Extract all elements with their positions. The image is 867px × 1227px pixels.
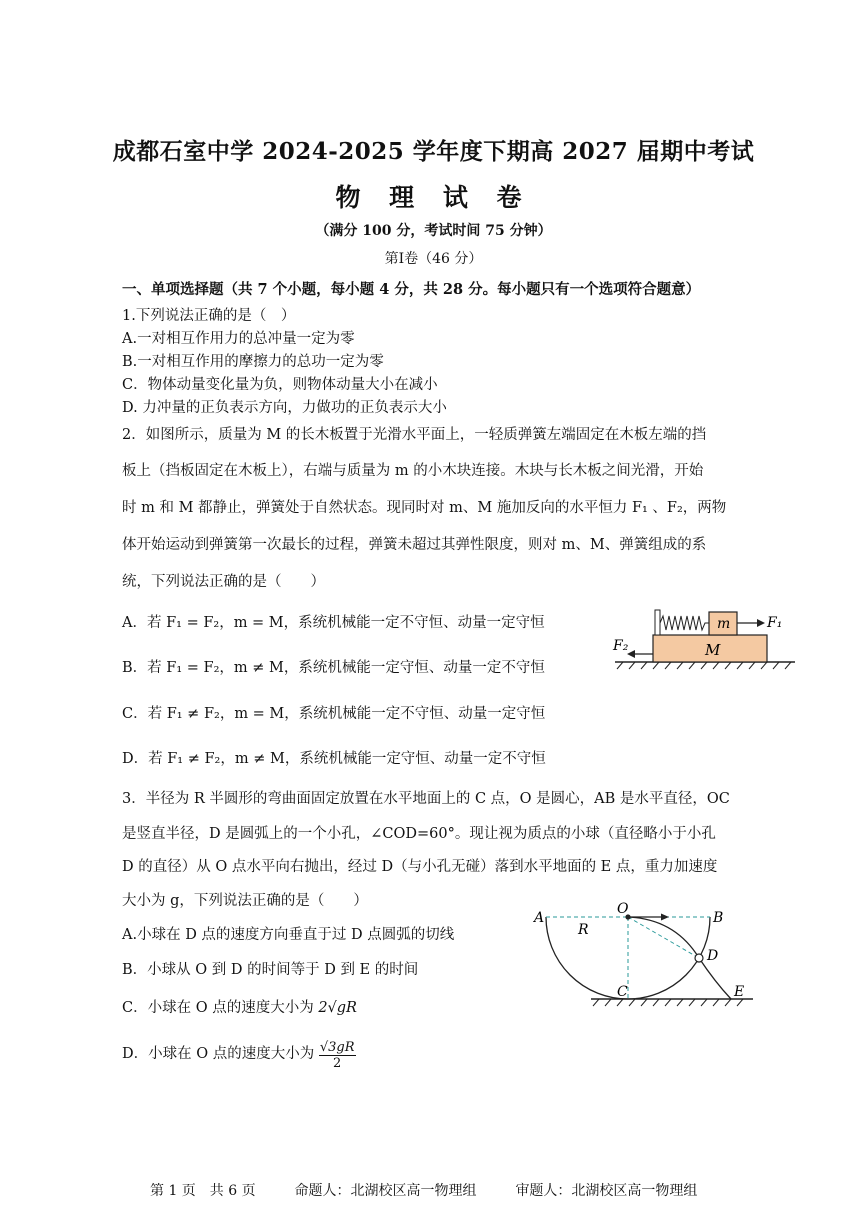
q2-stem-line: 板上（挡板固定在木板上），右端与质量为 m 的小木块连接。木块与长木板之间光滑，开始 <box>122 463 704 479</box>
q1-option-d: D. 力冲量的正负表示方向，力做功的正负表示大小 <box>122 400 447 416</box>
footer-page: 第 1 页 共 6 页 <box>150 1183 256 1199</box>
q1-option-b: B.一对相互作用的摩擦力的总功一定为零 <box>122 354 384 370</box>
q2-option-b: B．若 F₁ = F₂，m ≠ M，系统机械能一定守恒、动量一定不守恒 <box>122 660 545 676</box>
exam-title: 成都石室中学 2024-2025 学年度下期高 2027 届期中考试 <box>112 138 755 165</box>
q3-stem-line: D 的直径）从 O 点水平向右抛出，经过 D（与小孔无碰）落到水平地面的 E 点，重力加速度 <box>122 859 718 875</box>
label-O: O <box>617 901 629 917</box>
footer-author: 命题人：北湖校区高一物理组 <box>294 1183 477 1199</box>
q1-option-a: A.一对相互作用力的总冲量一定为零 <box>122 331 355 347</box>
q3-option-a: A.小球在 D 点的速度方向垂直于过 D 点圆弧的切线 <box>122 927 455 943</box>
footer <box>150 1180 697 1200</box>
volume-label: 第Ⅰ卷（46 分） <box>384 251 483 267</box>
q2-option-a: A．若 F₁ = F₂，m = M，系统机械能一定不守恒、动量一定守恒 <box>122 615 545 631</box>
exam-subtitle: 物 理 试 卷 <box>335 183 532 212</box>
q3-stem-line: 是竖直半径，D 是圆弧上的一个小孔，∠COD=60°。现让视为质点的小球（直径略小于小孔 <box>122 826 716 842</box>
label-F2: F₂ <box>613 638 629 654</box>
radius-OD <box>628 917 699 958</box>
q3-option-d <box>122 1040 356 1074</box>
semicircle-arc <box>546 917 710 999</box>
q2-stem-line: 2．如图所示，质量为 M 的长木板置于光滑水平面上，一轻质弹簧左端固定在木板左端的挡 <box>122 427 707 443</box>
q3-option-d-fraction <box>319 1040 356 1071</box>
q3-stem-line: 大小为 g，下列说法正确的是（ ） <box>122 893 368 909</box>
exam-info: （满分 100 分，考试时间 75 分钟） <box>315 223 552 239</box>
label-C: C <box>617 984 628 1000</box>
q2-stem-line: 时 m 和 M 都静止，弹簧处于自然状态。现同时对 m、M 施加反向的水平恒力 F₁ 、F₂，两物 <box>122 500 727 516</box>
q3-option-c <box>122 996 357 1017</box>
q2-option-c: C．若 F₁ ≠ F₂，m = M，系统机械能一定不守恒、动量一定守恒 <box>122 706 546 722</box>
q3-option-d-denominator: 2 <box>333 1056 342 1071</box>
baffle <box>655 610 660 635</box>
q2-figure <box>605 598 805 678</box>
q3-stem-line: 3．半径为 R 半圆形的弯曲面固定放置在水平地面上的 C 点，O 是圆心，AB 是水平直径，OC <box>122 791 730 807</box>
q3-option-d-text: D．小球在 O 点的速度大小为 <box>122 1046 315 1062</box>
footer-reviewer: 审题人：北湖校区高一物理组 <box>515 1183 698 1199</box>
hole-D <box>695 954 703 962</box>
q3-option-c-expr: 2√gR <box>318 1000 357 1016</box>
q1-stem: 1.下列说法正确的是（ ） <box>122 308 296 324</box>
label-E: E <box>734 984 745 1000</box>
spring <box>660 616 709 630</box>
q1-option-c: C．物体动量变化量为负，则物体动量大小在减小 <box>122 377 438 393</box>
section-heading: 一、单项选择题（共 7 个小题，每小题 4 分，共 28 分。每小题只有一个选项符合题意） <box>122 281 701 298</box>
label-A: A <box>534 910 545 926</box>
q3-option-c-text: C．小球在 O 点的速度大小为 <box>122 1000 314 1016</box>
q2-stem-line: 统，下列说法正确的是（ ） <box>122 574 325 590</box>
q3-option-b: B．小球从 O 到 D 的时间等于 D 到 E 的时间 <box>122 962 419 978</box>
label-F1: F₁ <box>767 615 783 631</box>
q3-figure <box>525 900 765 1010</box>
label-B: B <box>713 910 724 926</box>
q2-option-d: D．若 F₁ ≠ F₂，m ≠ M，系统机械能一定守恒、动量一定不守恒 <box>122 751 546 767</box>
label-R: R <box>578 922 589 938</box>
label-M: M <box>705 641 721 659</box>
q3-option-d-numerator: √3gR <box>319 1040 355 1055</box>
label-m: m <box>717 616 731 632</box>
q2-stem-line: 体开始运动到弹簧第一次最长的过程，弹簧未超过其弹性限度，则对 m、M、弹簧组成的系 <box>122 537 707 553</box>
label-D: D <box>707 948 719 964</box>
